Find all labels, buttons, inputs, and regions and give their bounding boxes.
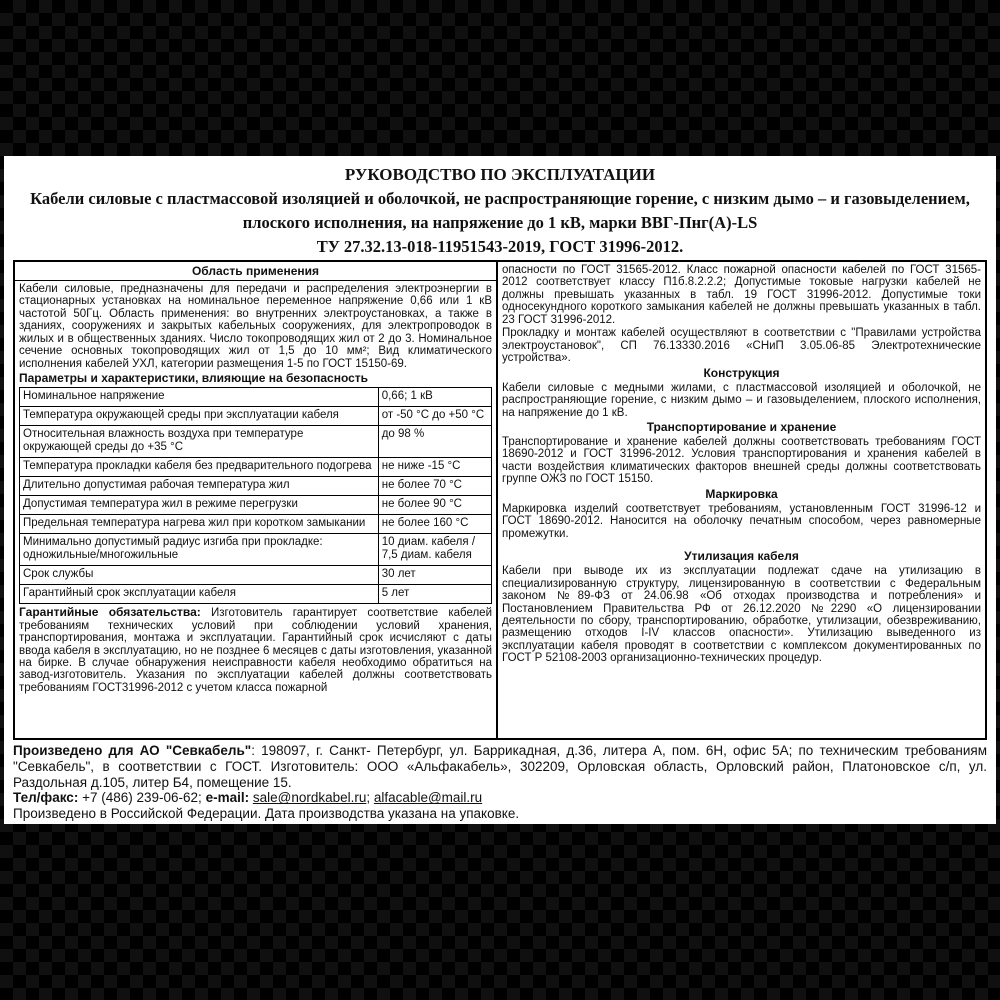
left-column (15, 262, 498, 738)
contacts-line (13, 790, 987, 806)
table-row (20, 515, 492, 534)
param-name-cell: Длительно допустимая рабочая температура жил (20, 477, 379, 496)
param-value-cell: до 98 % (378, 426, 491, 458)
email-label: e-mail: (205, 790, 250, 806)
footer-block (13, 743, 987, 822)
param-value-cell: 5 лет (378, 585, 491, 604)
construction-paragraph: Кабели силовые с медными жилами, с пластмассовой изоляцией и оболочкой, не распространяющие горение, с низким дымо – и газовыделением, плоского исполнения, на напряжение до 1 кВ. (502, 381, 981, 419)
installation-paragraph: Прокладку и монтаж кабелей осуществляют в соответствии с "Правилами устройства электроустановок", СП 76.13330.2016 «СНиП 3.05.06-85 Электротехнические устройства». (502, 327, 981, 365)
table-row (20, 496, 492, 515)
params-section-title: Параметры и характеристики, влияющие на безопасность (19, 371, 369, 386)
phone-value: +7 (486) 239-06-62; (82, 790, 202, 806)
table-row (20, 426, 492, 458)
warranty-text: Изготовитель гарантирует соответствие кабелей требованиям технических условий при соблюдении условий хранения, транспортирования, монтажа и эксплуатации. Гарантийный срок исчисляют с даты ввода кабеля в эксплуатацию, но не позднее 6 месяцев с даты изготовления, указанной на бирке. В случае обнаружения неисправности кабеля необходимо обратиться на завод-изготовитель. Указания по эксплуатации кабелей должны соответствовать требованиям ГОСТ31996-2012 с учетом класса пожарной (19, 607, 492, 694)
made-in-line: Произведено в Российской Федерации. Дата производства указана на упаковке. (13, 806, 520, 822)
document-title: РУКОВОДСТВО ПО ЭКСПЛУАТАЦИИ (344, 165, 656, 184)
table-row (20, 458, 492, 477)
param-name-cell: Температура окружающей среды при эксплуатации кабеля (20, 407, 379, 426)
marking-section-title: Маркировка (705, 486, 778, 501)
param-name-cell: Гарантийный срок эксплуатации кабеля (20, 585, 379, 604)
marking-paragraph: Маркировка изделий соответствует требованиям, установленным ГОСТ 31996-12 и ГОСТ 18690-2012. Наносится на оболочку печатным способом, через равномерные промежутки. (502, 502, 981, 540)
table-row (20, 585, 492, 604)
param-value-cell: не более 90 °С (378, 496, 491, 515)
scope-section-title: Область применения (15, 263, 496, 281)
table-row (20, 566, 492, 585)
table-row (20, 477, 492, 496)
email-link-alfacable[interactable]: alfacable@mail.ru (373, 790, 483, 806)
warranty-label: Гарантийные обязательства: (19, 605, 201, 620)
manufacturer-paragraph (13, 743, 987, 790)
param-value-cell: от -50 °С до +50 °С (378, 407, 491, 426)
phone-label: Тел/факс: (13, 790, 79, 806)
warranty-paragraph (19, 606, 492, 694)
table-row (20, 407, 492, 426)
param-name-cell: Допустимая температура жил в режиме перегрузки (20, 496, 379, 515)
param-value-cell: 30 лет (378, 566, 491, 585)
param-value-cell: не более 70 °С (378, 477, 491, 496)
right-column (498, 262, 985, 738)
produced-for-text: : 198097, г. Санкт- Петербург, ул. Баррикадная, д.36, литера А, пом. 6Н, офис 5А; по техническим требованиям "Севкабель", в соответствии с ГОСТ. Изготовитель: ООО «Альфакабель», 302209, Орловская область, Орловский район, Платоновское с/п, ул. Раздольная д.105, литер Б4, помещение 15. (13, 743, 987, 790)
construction-section-title: Конструкция (703, 365, 780, 380)
disposal-paragraph: Кабели при выводе их из эксплуатации подлежат сдаче на утилизацию в специализированную структуру, лицензированную в соответствии с Федеральным законом №89-ФЗ от 24.06.98 «Об отходах производства и потребления» и Постановлением Правительства РФ от 26.12.2020 №2290 «О лицензировании деятельности по сбору, транспортированию, обработке, утилизации, обезвреживанию, размещению отходов I-IV классов опасности». Утилизацию выведенного из эксплуатации кабеля проводят в соответствии с комплексом документированных по ГОСТ Р 52108-2003 организационно-технических процедур. (502, 565, 981, 665)
param-name-cell: Температура прокладки кабеля без предварительного подогрева (20, 458, 379, 477)
table-row (20, 534, 492, 566)
param-name-cell: Срок службы (20, 566, 379, 585)
scope-paragraph: Кабели силовые, предназначены для передачи и распределения электроэнергии в стационарных установках на номинальное переменное напряжение 0,66 или 1 кВ частотой 50Гц. Область применения: во внутренних электроустановках, а также в зданиях, сооружениях и закрытых кабельных сооружениях, для электропроводок в жилых и в общественных зданиях. Число токопроводящих жил от 2 до 3. Номинальное сечение основных токопроводящих жил от 1,5 до 10 мм²; Вид климатического исполнения кабелей УХЛ, категории размещения 1-5 по ГОСТ 15150-69. (19, 283, 492, 370)
produced-for-label: Произведено для АО "Севкабель" (13, 743, 252, 758)
transport-section-title: Транспортирование и хранение (646, 419, 837, 434)
param-value-cell: 10 диам. кабеля / 7,5 диам. кабеля (378, 534, 491, 566)
disposal-section-title: Утилизация кабеля (684, 549, 799, 564)
param-value-cell: не более 160 °С (378, 515, 491, 534)
param-value-cell: не ниже -15 °С (378, 458, 491, 477)
transport-paragraph: Транспортирование и хранение кабелей должны соответствовать требованиям ГОСТ 18690-2012 и ГОСТ 31996-2012. Условия транспортирования и хранения кабелей в части воздействия климатических факторов внешней среды должны соответствовать группе ОЖЗ по ГОСТ 15150. (502, 435, 981, 486)
parameters-table (19, 387, 492, 604)
email-separator: ; (366, 790, 371, 806)
document-page (4, 156, 996, 824)
param-name-cell: Минимально допустимый радиус изгиба при прокладке: одножильные/многожильные (20, 534, 379, 566)
email-link-nordkabel[interactable]: sale@nordkabel.ru (252, 790, 367, 806)
title-block (4, 156, 996, 260)
document-standards: ТУ 27.32.13-018-11951543-2019, ГОСТ 31996-2012. (316, 237, 684, 256)
main-content-box (13, 260, 987, 740)
param-name-cell: Предельная температура нагрева жил при коротком замыкании (20, 515, 379, 534)
param-name-cell: Относительная влажность воздуха при температуре окружающей среды до +35 °С (20, 426, 379, 458)
param-value-cell: 0,66; 1 кВ (378, 388, 491, 407)
document-subtitle-2: плоского исполнения, на напряжение до 1 кВ, марки ВВГ-Пнг(А)-LS (242, 213, 758, 232)
table-row (20, 388, 492, 407)
fire-safety-paragraph: опасности по ГОСТ 31565-2012. Класс пожарной опасности кабелей по ГОСТ 31565-2012 соответствует классу П1б.8.2.2.2; Допустимые токовые нагрузки кабелей не должны превышать указанных в табл. 19 ГОСТ 31996-2012. Допустимые токи односекундного короткого замыкания кабелей не должны превышать указанных в табл. 23 ГОСТ 31996-2012. (502, 264, 981, 326)
param-name-cell: Номинальное напряжение (20, 388, 379, 407)
document-subtitle-1: Кабели силовые с пластмассовой изоляцией и оболочкой, не распространяющие горение, с низким дымо – и газовыделением, (30, 189, 970, 208)
